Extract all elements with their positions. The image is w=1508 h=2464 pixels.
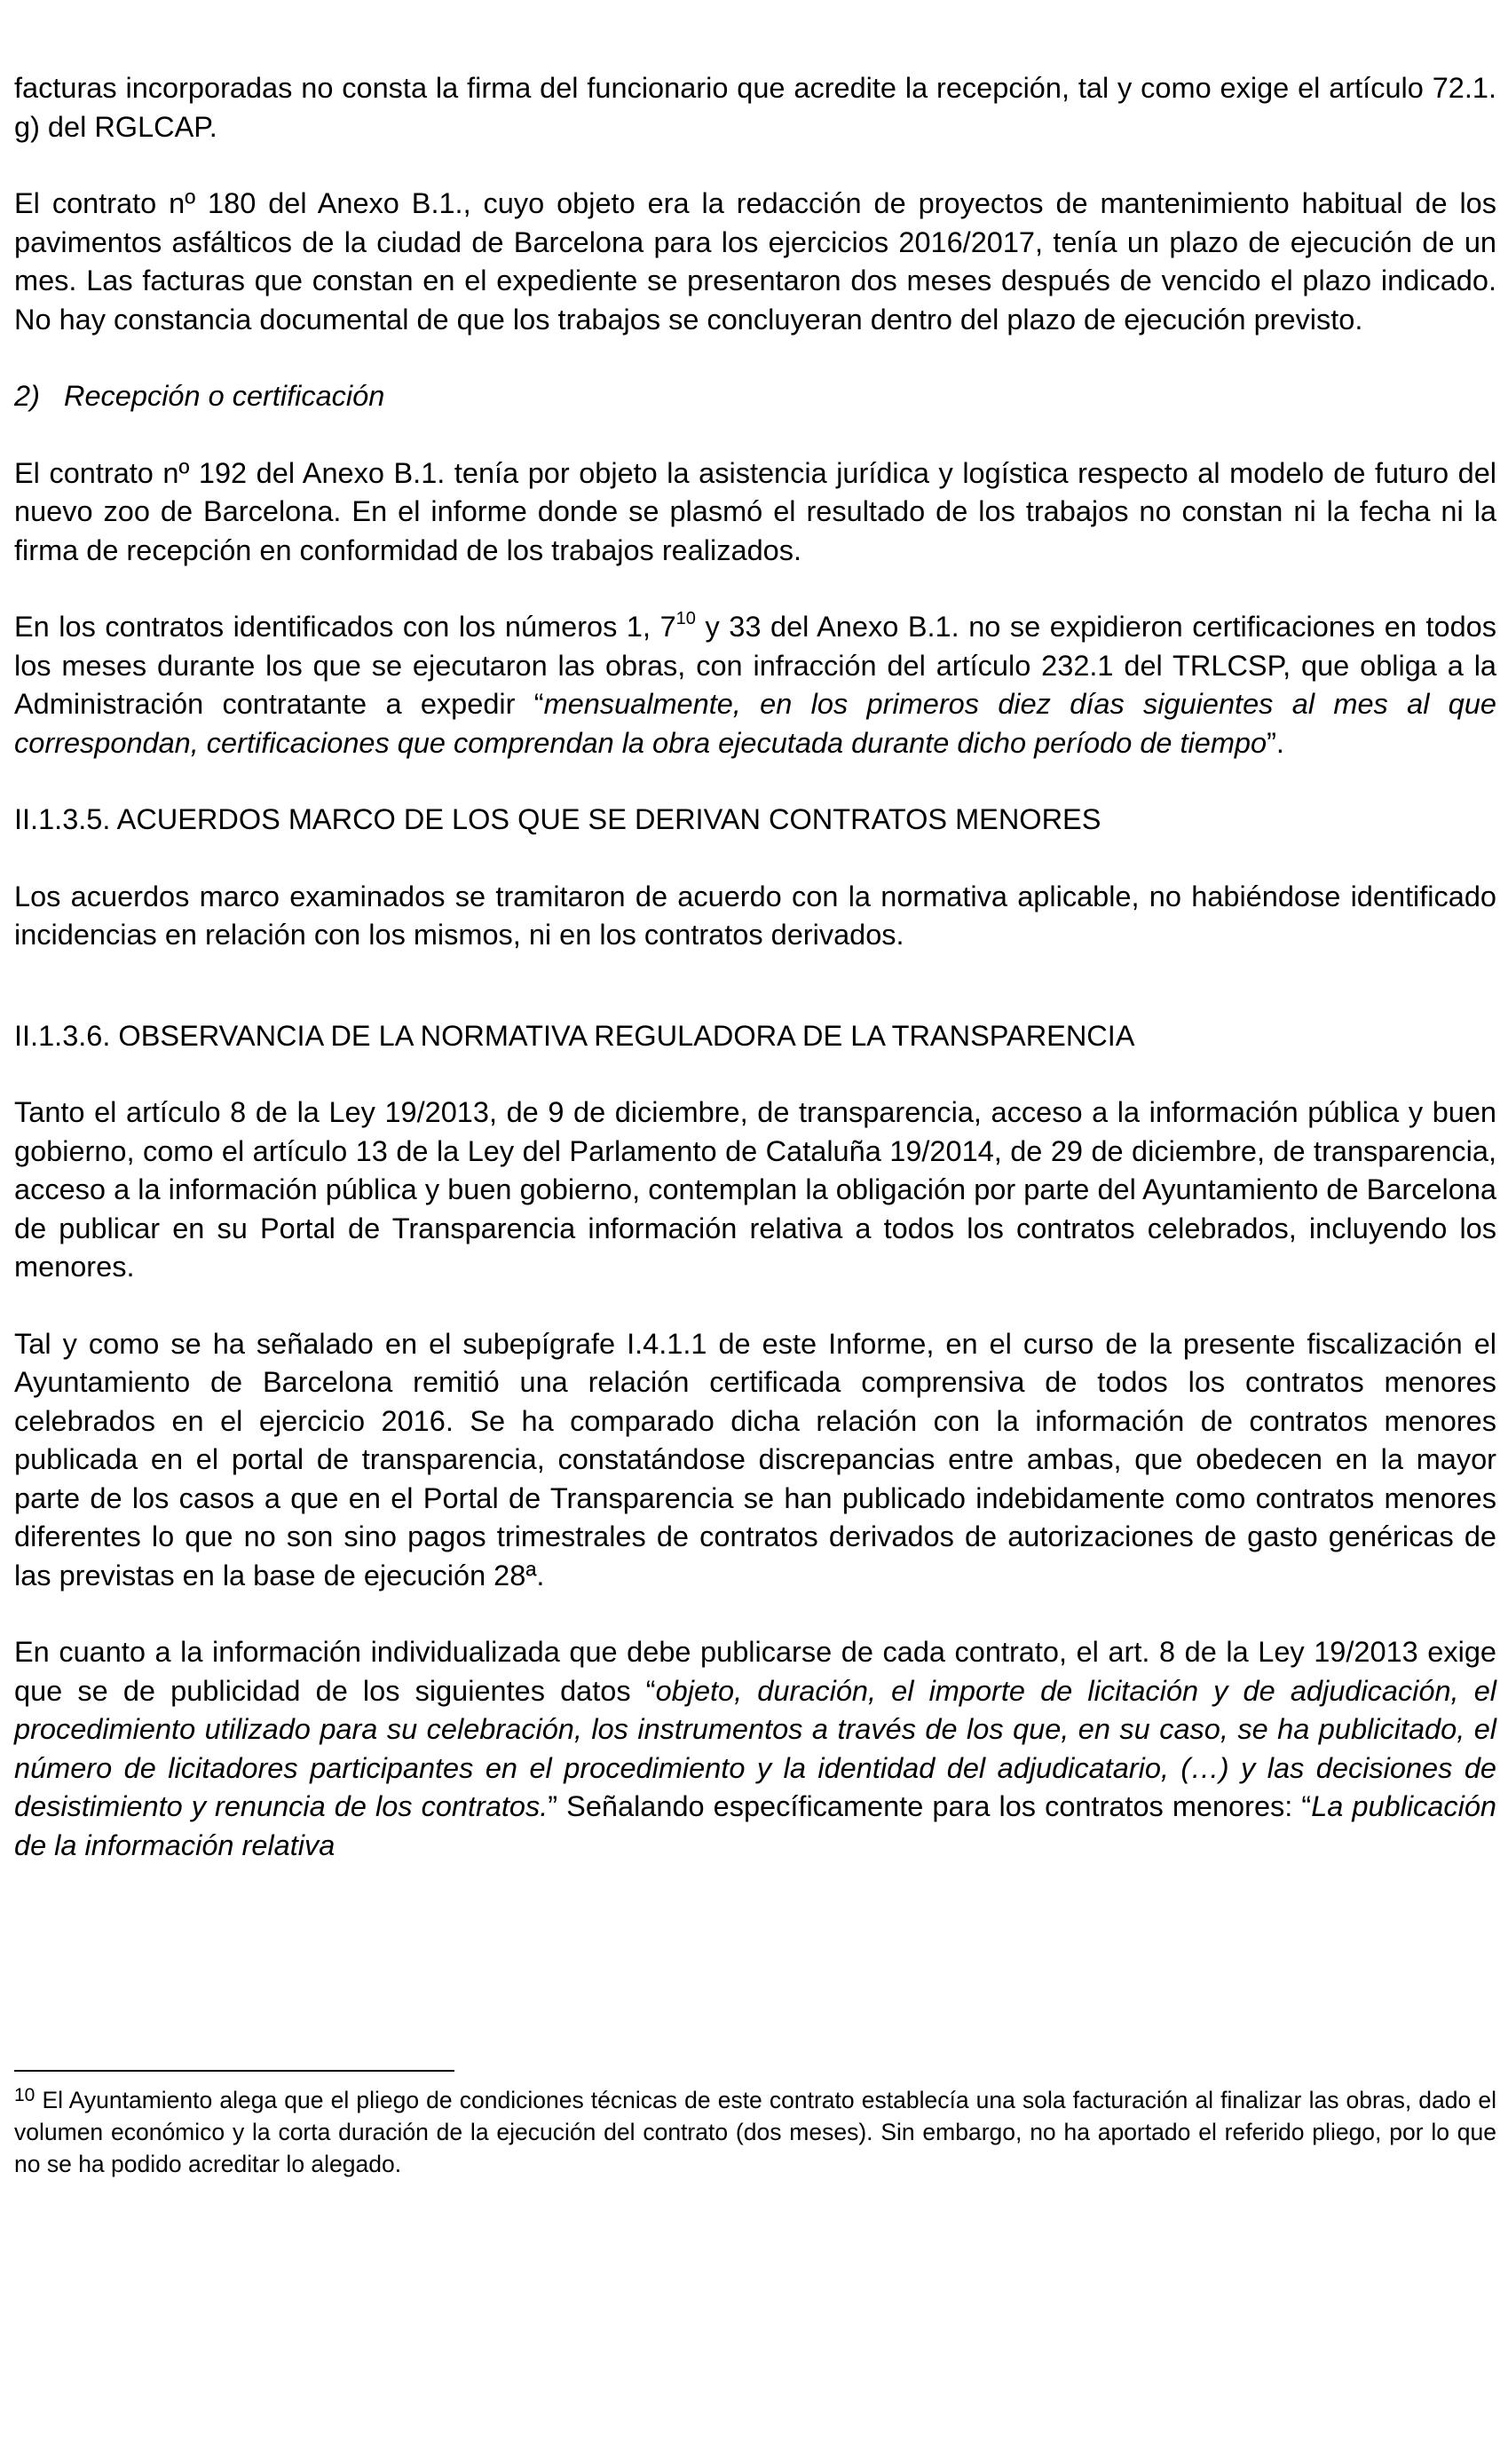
paragraph-minor-contracts-comparison: Tal y como se ha señalado en el subepígrafe I.4.1.1 de este Informe, en el curso de la presente fiscalización el Ayuntamiento de Barcelona remitió una relación certificada comprensiva de todos los contratos menores celebrados en el ejercicio 2016. Se ha comparado dicha relación con la información de contratos menores publicada en el portal de transparencia, constatándose discrepancias entre ambas, que obedecen en la mayor parte de los casos a que en el Portal de Transparencia se han publicado indebidamente como contratos menores diferentes lo que no son sino pagos trimestrales de contratos derivados de autorizaciones de gasto genéricas de las previstas en la base de ejecución 28ª. — [14, 1327, 1496, 1591]
paragraph-individual-information — [14, 1633, 1496, 1865]
footnote-separator — [14, 2070, 454, 2072]
legal-quote: objeto, duración, el importe de licitación y de adjudicación, el procedimiento utilizado para su celebración, los instrumentos a través de los que, en su caso, se ha publicitado, el número de licitadores participantes en el procedimiento y la identidad del adjudicatario, (…) y las decisiones de desistimiento y renuncia de los contratos. — [14, 1674, 1497, 1822]
section-number: 2) — [14, 380, 40, 412]
paragraph-contract-180: El contrato nº 180 del Anexo B.1., cuyo objeto era la redacción de proyectos de mantenimiento habitual de los pavimentos asfálticos de la ciudad de Barcelona para los ejercicios 2016/2017, tenía un plazo de ejecución de un mes. Las facturas que constan en el expediente se presentaron dos meses después de vencido el plazo indicado. No hay constancia documental de que los trabajos se concluyeran dentro del plazo de ejecución previsto. — [14, 187, 1496, 336]
paragraph-contract-192: El contrato nº 192 del Anexo B.1. tenía por objeto la asistencia jurídica y logística respecto al modelo de futuro del nuevo zoo de Barcelona. En el informe donde se plasmó el resultado de los trabajos no constan ni la fecha ni la firma de recepción en conformidad de los trabajos realizados. — [14, 456, 1496, 566]
footnote — [14, 2084, 1496, 2180]
text-span: En los contratos identificados con los números 1, 7 — [14, 611, 676, 643]
footnote-reference: 10 — [675, 609, 696, 628]
document-page — [14, 69, 1496, 1865]
paragraph-certifications — [14, 608, 1496, 762]
paragraph-transparency-law: Tanto el artículo 8 de la Ley 19/2013, de 9 de diciembre, de transparencia, acceso a la información pública y buen gobierno, como el artículo 13 de la Ley del Parlamento de Cataluña 19/2014, de 29 de diciembre, de transparencia, acceso a la información pública y buen gobierno, contemplan la obligación por parte del Ayuntamiento de Barcelona de publicar en su Portal de Transparencia información relativa a todos los contratos celebrados, incluyendo los menores. — [14, 1096, 1496, 1283]
footnote-number: 10 — [14, 2085, 36, 2105]
section-heading-recepcion — [14, 377, 1496, 416]
text-span: y 33 del Anexo B.1. no se expidieron certificaciones en todos los meses durante los que se ejecutaron las obras, con infracción del artículo 232.1 del TRLCSP, que obliga a la Administración contratante a expedir “ — [14, 611, 1496, 720]
paragraph-framework-agreements: Los acuerdos marco examinados se tramitaron de acuerdo con la normativa aplicable, no habiéndose identificado incidencias en relación con los mismos, ni en los contratos derivados. — [14, 880, 1496, 951]
text-span: En cuanto a la información individualizada que debe publicarse de cada contrato, el art. 8 de la Ley 19/2013 exige que se de publicidad de los siguientes datos “ — [14, 1636, 1496, 1707]
text-span: ” Señalando específicamente para los contratos menores: “ — [548, 1790, 1312, 1822]
section-heading-acuerdos-marco: II.1.3.5. ACUERDOS MARCO DE LOS QUE SE DERIVAN CONTRATOS MENORES — [14, 803, 1101, 835]
paragraph-invoices-signature: facturas incorporadas no consta la firma del funcionario que acredite la recepción, tal y como exige el artículo 72.1. g) del RGLCAP. — [14, 72, 1496, 143]
legal-quote: La publicación de la información relativa — [14, 1790, 1497, 1861]
section-title: Recepción o certificación — [64, 380, 385, 412]
footnote-text: El Ayuntamiento alega que el pliego de condiciones técnicas de este contrato establecía una sola facturación al finalizar las obras, dado el volumen económico y la corta duración de la ejecución del contrato (dos meses). Sin embargo, no ha aportado el referido pliego, por lo que no se ha podido acreditar lo alegado. — [14, 2087, 1496, 2177]
legal-quote: mensualmente, en los primeros diez días siguientes al mes al que correspondan, certificaciones que comprendan la obra ejecutada durante dicho período de tiempo — [14, 688, 1496, 759]
text-span: ”. — [1267, 726, 1284, 759]
section-heading-transparencia: II.1.3.6. OBSERVANCIA DE LA NORMATIVA REGULADORA DE LA TRANSPARENCIA — [14, 1019, 1135, 1052]
